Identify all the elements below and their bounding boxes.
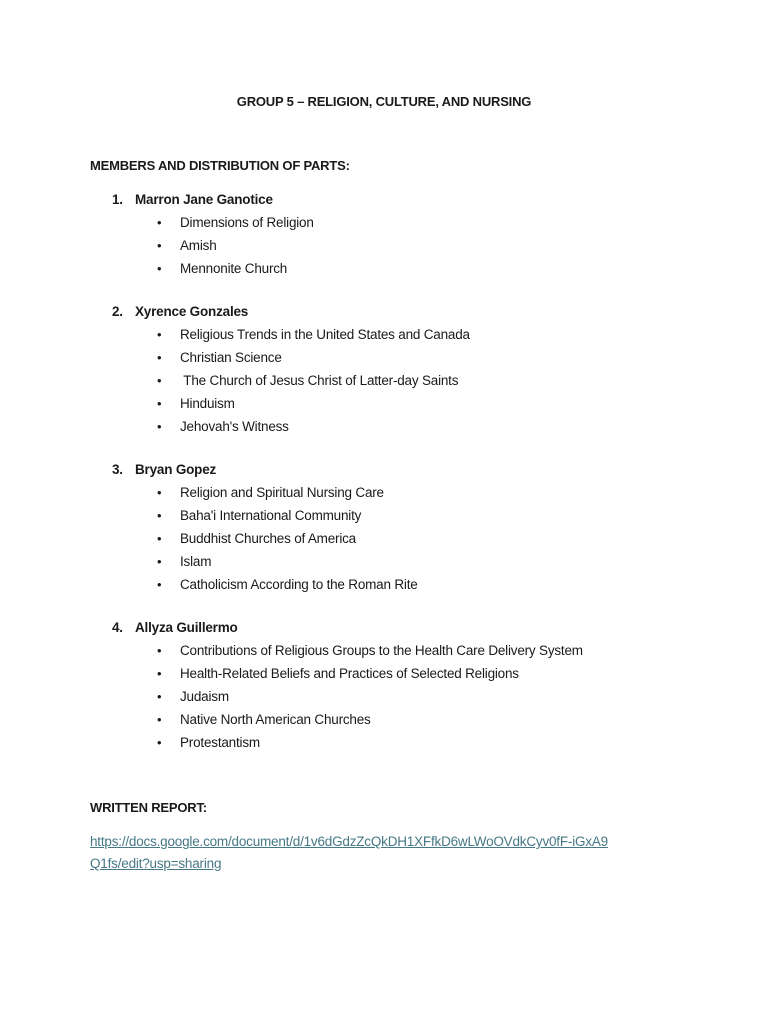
list-item [90,211,690,234]
part-label: Native North American Churches [180,712,371,727]
part-label: Christian Science [180,350,282,365]
member-block [90,301,690,438]
written-report-link[interactable]: https://docs.google.com/document/d/1v6dGdzZcQkDH1XFfkD6wLWoOVdkCyv0fF-iGxA9Q1fs/edit?usp=sharing [90,834,608,871]
member-block [90,189,690,280]
member-number: 4. [112,620,123,635]
part-label: Mennonite Church [180,261,288,276]
list-item [90,731,690,754]
list-item [90,504,690,527]
bullet-icon: • [157,643,162,658]
list-item [90,708,690,731]
part-label: Baha'i International Community [180,508,362,523]
part-label: Protestantism [180,735,260,750]
member-name: Marron Jane Ganotice [135,192,273,207]
list-item [90,392,690,415]
member-name: Allyza Guillermo [135,620,238,635]
bullet-icon: • [157,689,162,704]
parts-list [90,481,690,596]
part-label: Islam [180,554,212,569]
list-item [90,257,690,280]
part-label: Judaism [180,689,229,704]
member-name-row [90,459,690,481]
part-label: Dimensions of Religion [180,215,314,230]
list-item [90,573,690,596]
member-name-row [90,189,690,211]
member-name: Bryan Gopez [135,462,217,477]
member-number: 3. [112,462,123,477]
part-label: Amish [180,238,217,253]
bullet-icon: • [157,261,162,276]
bullet-icon: • [157,419,162,434]
bullet-icon: • [157,327,162,342]
list-item [90,415,690,438]
bullet-icon: • [157,554,162,569]
bullet-icon: • [157,238,162,253]
member-name-row [90,301,690,323]
bullet-icon: • [157,508,162,523]
member-number: 1. [112,192,123,207]
list-item [90,234,690,257]
parts-list [90,639,690,754]
bullet-icon: • [157,531,162,546]
member-block [90,617,690,754]
part-label: Religious Trends in the United States and Canada [180,327,470,342]
page-title: GROUP 5 – RELIGION, CULTURE, AND NURSING [236,94,532,109]
part-label: Religion and Spiritual Nursing Care [180,485,384,500]
list-item [90,550,690,573]
list-item [90,369,690,392]
bullet-icon: • [157,215,162,230]
written-report-heading: WRITTEN REPORT: [90,800,207,815]
part-label: Hinduism [180,396,235,411]
members-list [90,189,690,775]
bullet-icon: • [157,350,162,365]
member-number: 2. [112,304,123,319]
part-label: Buddhist Churches of America [180,531,356,546]
list-item [90,481,690,504]
list-item [90,685,690,708]
list-item [90,323,690,346]
bullet-icon: • [157,577,162,592]
member-name-row [90,617,690,639]
bullet-icon: • [157,396,162,411]
part-label: Contributions of Religious Groups to the Health Care Delivery System [180,643,583,658]
list-item [90,527,690,550]
part-label: The Church of Jesus Christ of Latter-day Saints [180,373,459,388]
bullet-icon: • [157,485,162,500]
member-block [90,459,690,596]
parts-list [90,323,690,438]
part-label: Jehovah's Witness [180,419,289,434]
bullet-icon: • [157,735,162,750]
member-name: Xyrence Gonzales [135,304,249,319]
bullet-icon: • [157,712,162,727]
list-item [90,346,690,369]
list-item [90,662,690,685]
parts-list [90,211,690,280]
bullet-icon: • [157,666,162,681]
part-label: Catholicism According to the Roman Rite [180,577,418,592]
list-item [90,639,690,662]
members-heading: MEMBERS AND DISTRIBUTION OF PARTS: [90,158,350,173]
part-label: Health-Related Beliefs and Practices of Selected Religions [180,666,519,681]
bullet-icon: • [157,373,162,388]
